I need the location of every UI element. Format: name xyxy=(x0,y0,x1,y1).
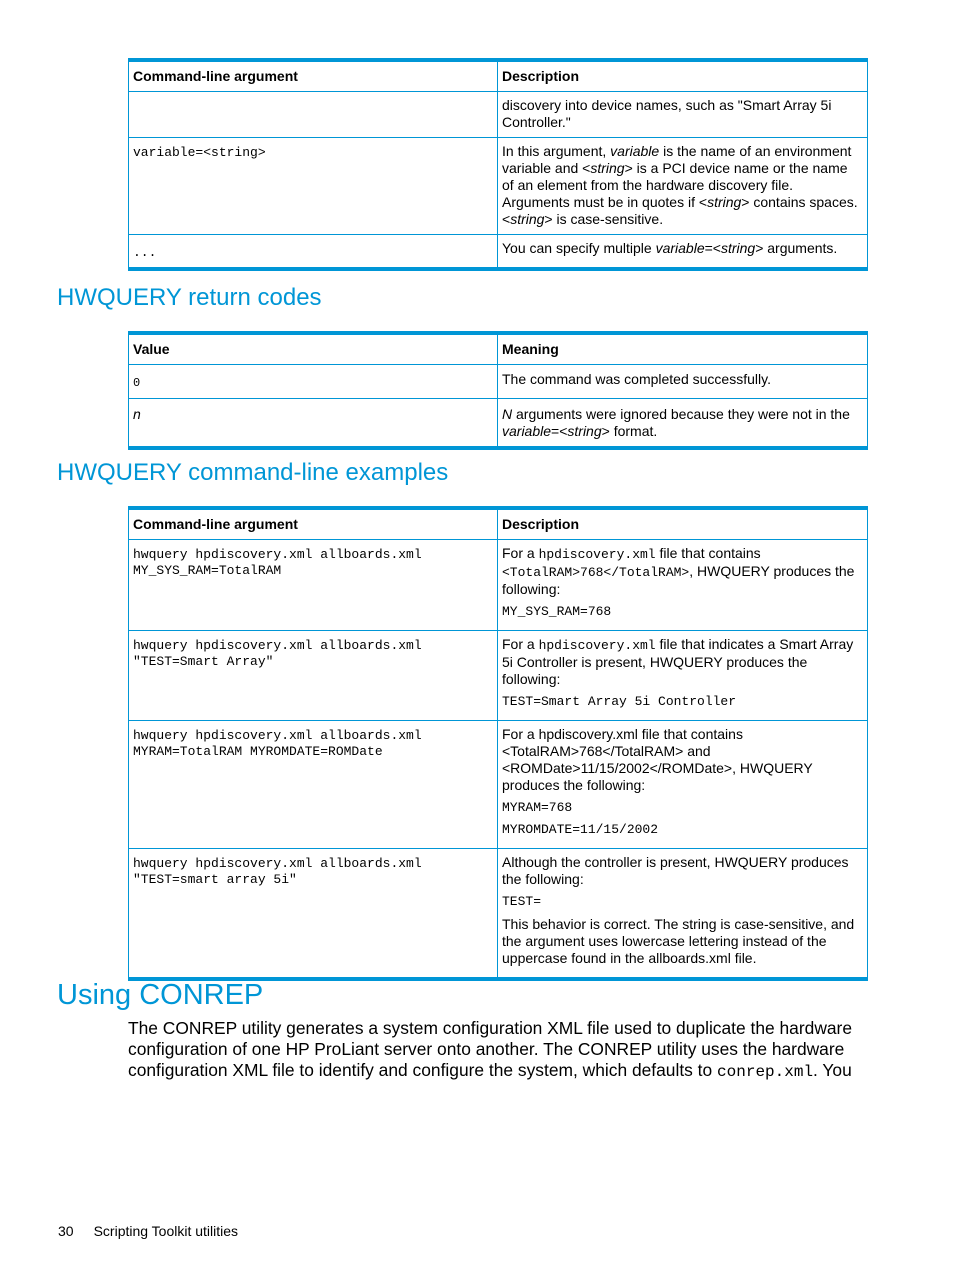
column-header: Description xyxy=(498,60,868,92)
argument-cell xyxy=(129,92,498,138)
description-cell: For a hpdiscovery.xml file that indicates a Smart Array 5i Controller is present, HWQUERY produces the following: TEST=Smart Array 5i Controller xyxy=(498,631,868,721)
example-output: MY_SYS_RAM=768 xyxy=(502,604,612,619)
description-cell: Although the controller is present, HWQUERY produces the following: TEST= This behavior is correct. The string is case-sensitive, and the argument uses lowercase lettering instead of the uppercase found in the allboards.xml file. xyxy=(498,849,868,980)
table-row xyxy=(129,365,868,399)
example-output: MYRAM=768 xyxy=(502,800,573,815)
section-heading-conrep: Using CONREP xyxy=(57,979,264,1011)
table-row xyxy=(129,849,868,980)
page-footer xyxy=(58,1223,238,1239)
table-row xyxy=(129,399,868,449)
argument-code: ... xyxy=(133,245,157,260)
argument-cell xyxy=(129,235,498,270)
description-cell: In this argument, variable is the name of an environment variable and <string> is a PCI device name or the name of an element from the hardware discovery file. Arguments must be in quotes if <string> contains spaces. <string> is case-sensitive. xyxy=(498,138,868,235)
description-cell: For a hpdiscovery.xml file that contains <TotalRAM>768</TotalRAM>, HWQUERY produces the following: MY_SYS_RAM=768 xyxy=(498,540,868,631)
conrep-paragraph: The CONREP utility generates a system configuration XML file used to duplicate the hardware configuration of one HP ProLiant server onto another. The CONREP utility uses the hardware configuration XML file to identify and configure the system, which defaults to conrep.xml. You xyxy=(128,1018,853,1081)
value-cell: 0 xyxy=(129,365,498,399)
argument-cell: hwquery hpdiscovery.xml allboards.xml MY_SYS_RAM=TotalRAM xyxy=(129,540,498,631)
argument-cell: hwquery hpdiscovery.xml allboards.xml MYRAM=TotalRAM MYROMDATE=ROMDate xyxy=(129,721,498,849)
table-row xyxy=(129,721,868,849)
meaning-cell: The command was completed successfully. xyxy=(498,365,868,399)
column-header: Meaning xyxy=(498,333,868,365)
argument-cell xyxy=(129,138,498,235)
table-row xyxy=(129,92,868,138)
table-header-row xyxy=(129,333,868,365)
table-row xyxy=(129,631,868,721)
page-number: 30 xyxy=(58,1223,74,1239)
table-row xyxy=(129,138,868,235)
example-output: TEST=Smart Array 5i Controller xyxy=(502,694,737,709)
table-row xyxy=(129,540,868,631)
argument-cell: hwquery hpdiscovery.xml allboards.xml "TEST=Smart Array" xyxy=(129,631,498,721)
example-output: TEST= xyxy=(502,894,542,909)
column-header: Description xyxy=(498,508,868,540)
examples-table xyxy=(128,506,868,981)
description-cell: You can specify multiple variable=<string> arguments. xyxy=(498,235,868,270)
table-header-row xyxy=(129,508,868,540)
description-cell: For a hpdiscovery.xml file that contains <TotalRAM>768</TotalRAM> and <ROMDate>11/15/2002</ROMDate>, HWQUERY produces the following: MYRAM=768 MYROMDATE=11/15/2002 xyxy=(498,721,868,849)
column-header: Value xyxy=(129,333,498,365)
meaning-cell: N arguments were ignored because they were not in the variable=<string> format. xyxy=(498,399,868,449)
argument-code: variable=<string> xyxy=(133,145,266,160)
chapter-title: Scripting Toolkit utilities xyxy=(93,1223,239,1239)
argument-cell: hwquery hpdiscovery.xml allboards.xml "TEST=smart array 5i" xyxy=(129,849,498,980)
section-heading-examples: HWQUERY command-line examples xyxy=(57,459,449,486)
description-cell: discovery into device names, such as "Smart Array 5i Controller." xyxy=(498,92,868,138)
table-row xyxy=(129,235,868,270)
column-header: Command-line argument xyxy=(129,60,498,92)
arguments-table-continued xyxy=(128,58,868,271)
example-output: MYROMDATE=11/15/2002 xyxy=(502,822,659,837)
return-codes-table xyxy=(128,331,868,450)
table-header-row xyxy=(129,60,868,92)
section-heading-return-codes: HWQUERY return codes xyxy=(57,284,322,311)
column-header: Command-line argument xyxy=(129,508,498,540)
value-cell: n xyxy=(129,399,498,449)
